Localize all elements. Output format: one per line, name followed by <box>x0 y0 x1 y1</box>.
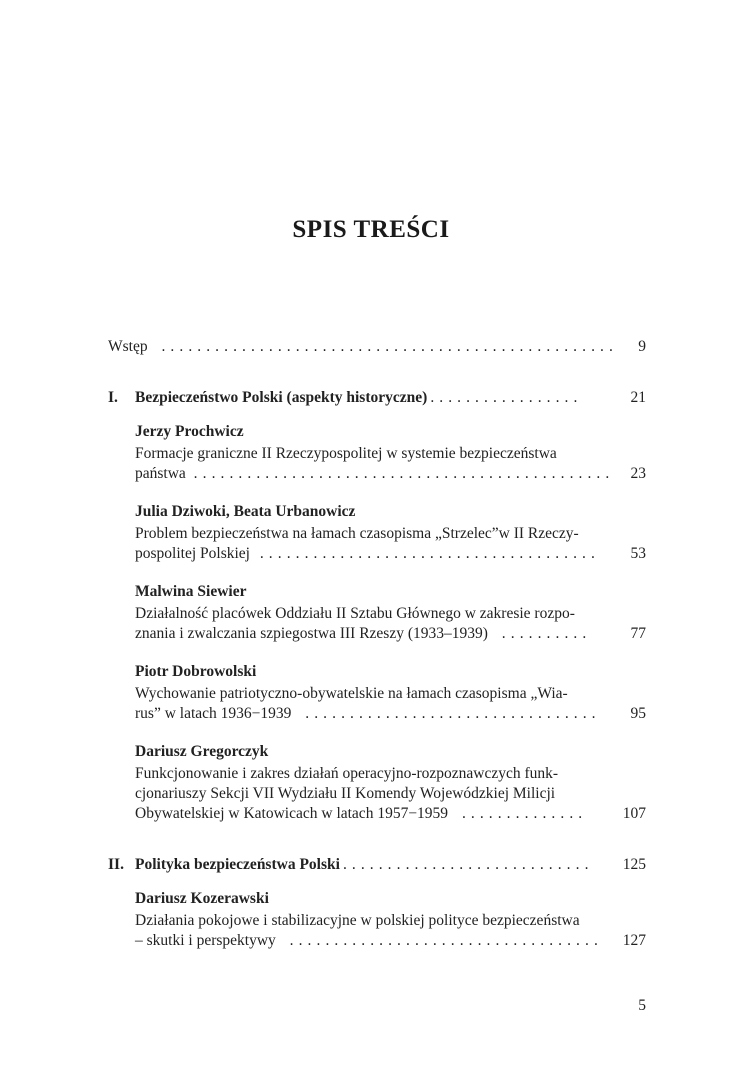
toc-leader-dots: . . . . . . . . . . . . . . . . . <box>430 389 578 406</box>
toc-leader-dots: . . . . . . . . . . . . . . . . . . . . . . . . . . . . . . . . . . . . . . . . . . . . . . . <box>193 465 610 482</box>
entry-title-line: Wychowanie patriotyczno-obywatelskie na łamach czasopisma „Wia- <box>135 685 568 702</box>
entry-title-last-line <box>135 804 583 824</box>
toc-intro-line <box>108 337 613 357</box>
entry-title-line: Działalność placówek Oddziału II Sztabu Głównego w zakresie rozpo- <box>135 605 575 622</box>
entry-title-last: Obywatelskiej w Katowicach w latach 1957−1959 <box>135 805 449 822</box>
entry-title-line: Funkcjonowanie i zakres działań operacyjno-rozpoznawczych funk- <box>135 765 559 782</box>
toc-intro-label: Wstęp <box>108 338 148 355</box>
entry-title-last: – skutki i perspektywy <box>135 932 276 949</box>
entry-author: Dariusz Gregorczyk <box>135 743 269 760</box>
toc-page-number: 53 <box>630 545 646 562</box>
part-title: Bezpieczeństwo Polski (aspekty historyczne) <box>135 389 428 406</box>
entry-title-line: Formacje graniczne II Rzeczypospolitej w systemie bezpieczeństwa <box>135 445 557 462</box>
toc-leader-dots: . . . . . . . . . . . . . . . . . . . . . . . . . . . . <box>342 856 590 873</box>
entry-title-last-line <box>135 624 587 644</box>
part-numeral: II. <box>108 856 124 873</box>
toc-leader-dots: . . . . . . . . . . . . . . . . . . . . . . . . . . . . . . . . . . . . . . <box>259 545 596 562</box>
entry-title-last: rus” w latach 1936−1939 <box>135 705 292 722</box>
entry-title-last: państwa <box>135 465 186 482</box>
toc-page-number: 95 <box>630 705 646 722</box>
entry-title-last-line <box>135 464 610 484</box>
entry-title-last: znania i zwalczania szpiegostwa III Rzeszy (1933–1939) <box>135 625 488 642</box>
entry-author: Dariusz Kozerawski <box>135 890 269 907</box>
entry-title-line: Działania pokojowe i stabilizacyjne w polskiej polityce bezpieczeństwa <box>135 912 580 929</box>
entry-title-line: cjonariuszy Sekcji VII Wydziału II Komendy Wojewódzkiej Milicji <box>135 785 556 802</box>
entry-author: Julia Dziwoki, Beata Urbanowicz <box>135 503 356 520</box>
toc-page-number: 77 <box>630 625 646 642</box>
page-title: SPIS TREŚCI <box>292 216 450 243</box>
toc-leader-dots: . . . . . . . . . . . . . . . . . . . . . . . . . . . . . . . . . . . . . . . . . . . . . . . . . . . <box>161 338 614 355</box>
toc-page-number: 127 <box>622 932 646 949</box>
entry-title-last-line <box>135 931 598 951</box>
entry-title-last-line <box>135 704 596 724</box>
toc-page-number: 9 <box>638 338 646 355</box>
entry-author: Jerzy Prochwicz <box>135 423 244 440</box>
toc-leader-dots: . . . . . . . . . . . . . . . . . . . . . . . . . . . . . . . . . <box>305 705 597 722</box>
part-title-line <box>135 855 589 875</box>
entry-author: Malwina Siewier <box>135 583 247 600</box>
toc-leader-dots: . . . . . . . . . . . . . . . . . . . . . . . . . . . . . . . . . . . <box>289 932 599 949</box>
entry-author: Piotr Dobrowolski <box>135 663 257 680</box>
entry-title-last: pospolitej Polskiej <box>135 545 250 562</box>
toc-leader-dots: . . . . . . . . . . . . . . <box>461 805 583 822</box>
toc-page-number: 21 <box>630 389 646 406</box>
entry-title-line: Problem bezpieczeństwa na łamach czasopisma „Strzelec”w II Rzeczy- <box>135 525 579 542</box>
toc-page-number: 107 <box>622 805 646 822</box>
entry-title-last-line <box>135 544 595 564</box>
toc-leader-dots: . . . . . . . . . . <box>501 625 587 642</box>
page-folio-number: 5 <box>638 997 646 1014</box>
part-title: Polityka bezpieczeństwa Polski <box>135 856 340 873</box>
part-title-line <box>135 388 578 408</box>
toc-page-number: 23 <box>630 465 646 482</box>
part-numeral: I. <box>108 389 118 406</box>
toc-page-number: 125 <box>622 856 646 873</box>
